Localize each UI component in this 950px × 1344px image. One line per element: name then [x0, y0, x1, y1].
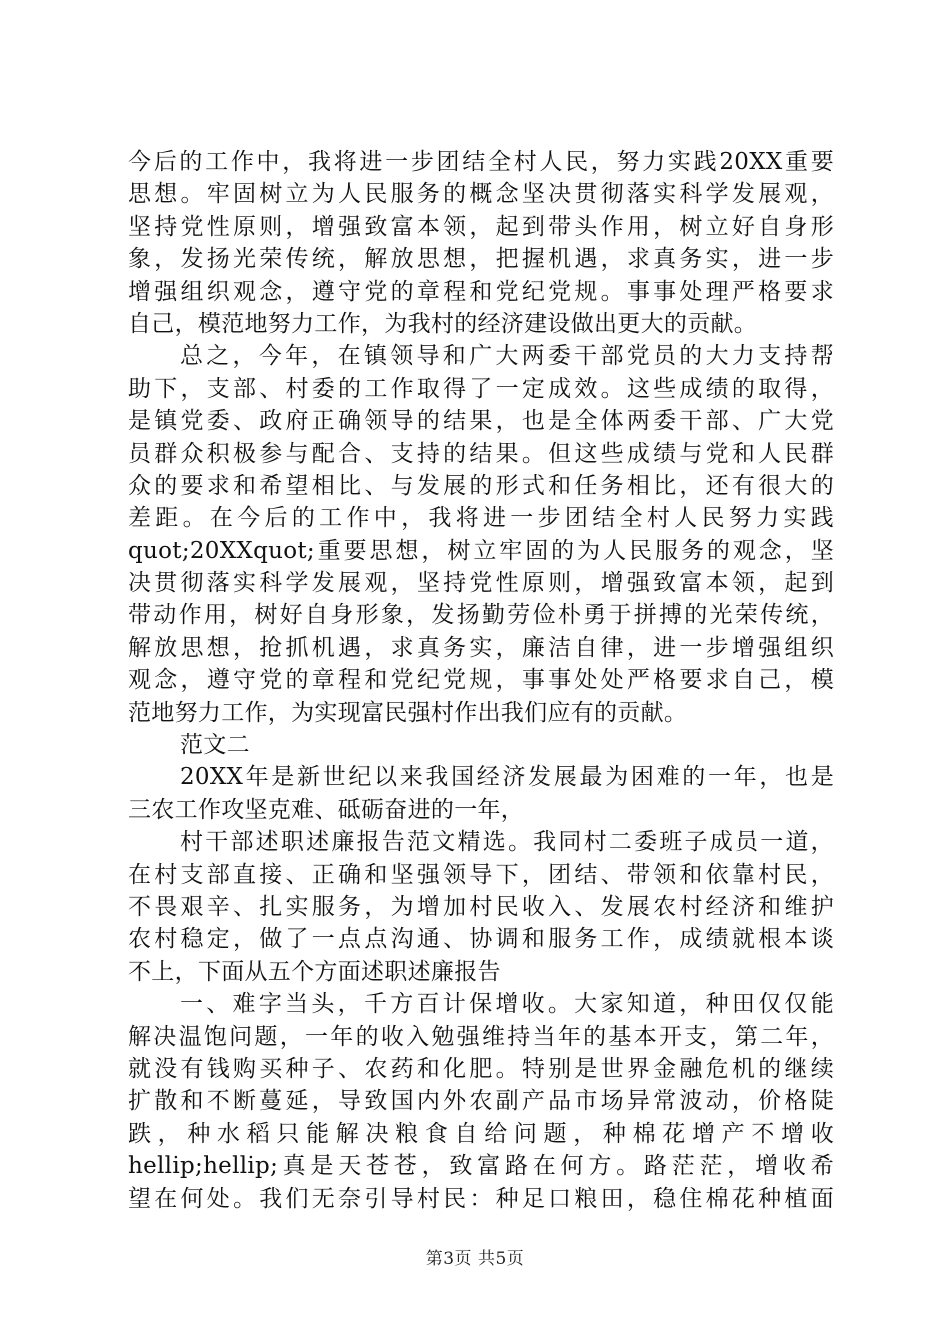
text-line: 坚持党性原则，增强致富本领，起到带头作用，树立好自身形 [128, 213, 834, 240]
text-line: 解放思想，抢抓机遇，求真务实，廉洁自律，进一步增强组织 [128, 634, 834, 661]
text-line: hellip;hellip;真是天苍苍，致富路在何方。路茫茫，增收希 [128, 1153, 834, 1180]
document-body [128, 146, 834, 1215]
text-line: 增强组织观念，遵守党的章程和党纪党规。事事处理严格要求 [128, 278, 834, 305]
text-line: 扩散和不断蔓延，导致国内外农副产品市场异常波动，价格陡 [128, 1088, 834, 1115]
text-line: 助下，支部、村委的工作取得了一定成效。这些成绩的取得， [128, 375, 834, 402]
text-line: 三农工作攻坚克难、砥砺奋进的一年， [128, 796, 525, 823]
text-line: 观念，遵守党的章程和党纪党规，事事处处严格要求自己，模 [128, 667, 834, 694]
text-line: 范地努力工作，为实现富民强村作出我们应有的贡献。 [128, 699, 688, 726]
text-line: 差距。在今后的工作中，我将进一步团结全村人民努力实践 [128, 505, 834, 532]
text-line: 象，发扬光荣传统，解放思想，把握机遇，求真务实，进一步 [128, 246, 834, 273]
text-line: 不上，下面从五个方面述职述廉报告 [128, 958, 501, 985]
text-line: 农村稳定，做了一点点沟通、协调和服务工作，成绩就根本谈 [128, 926, 834, 953]
text-line: quot;20XXquot;重要思想，树立牢固的为人民服务的观念，坚 [128, 537, 834, 564]
text-line: 决贯彻落实科学发展观，坚持党性原则，增强致富本领，起到 [128, 570, 834, 597]
text-line: 望在何处。我们无奈引导村民：种足口粮田，稳住棉花种植面 [128, 1185, 834, 1212]
text-line: 带动作用，树好自身形象，发扬勤劳俭朴勇于拼搏的光荣传统， [128, 602, 834, 629]
text-line: 不畏艰辛、扎实服务，为增加村民收入、发展农村经济和维护 [128, 893, 834, 920]
text-line: 在村支部直接、正确和坚强领导下，团结、带领和依靠村民， [128, 861, 834, 888]
text-line: 20XX年是新世纪以来我国经济发展最为困难的一年，也是 [180, 764, 834, 791]
page-number-footer: 第3页 共5页 [425, 1249, 525, 1269]
text-line: 总之，今年，在镇领导和广大两委干部党员的大力支持帮 [180, 343, 834, 370]
text-line: 跌，种水稻只能解决粮食自给问题，种棉花增产不增收 [128, 1120, 834, 1147]
text-line: 思想。牢固树立为人民服务的概念坚决贯彻落实科学发展观， [128, 181, 834, 208]
text-line: 今后的工作中，我将进一步团结全村人民，努力实践20XX重要 [128, 149, 834, 175]
text-line: 村干部述职述廉报告范文精选。我同村二委班子成员一道， [180, 829, 834, 856]
text-line: 是镇党委、政府正确领导的结果，也是全体两委干部、广大党 [128, 408, 834, 435]
text-line: 员群众积极参与配合、支持的结果。但这些成绩与党和人民群 [128, 440, 834, 467]
text-line: 就没有钱购买种子、农药和化肥。特别是世界金融危机的继续 [128, 1055, 834, 1082]
text-line: 众的要求和希望相比、与发展的形式和任务相比，还有很大的 [128, 472, 834, 499]
text-line: 自己，模范地努力工作，为我村的经济建设做出更大的贡献。 [128, 310, 758, 337]
section-heading: 范文二 [180, 732, 250, 759]
text-line: 一、难字当头，千方百计保增收。大家知道，种田仅仅能 [180, 991, 834, 1018]
text-line: 解决温饱问题，一年的收入勉强维持当年的基本开支，第二年， [128, 1023, 834, 1050]
